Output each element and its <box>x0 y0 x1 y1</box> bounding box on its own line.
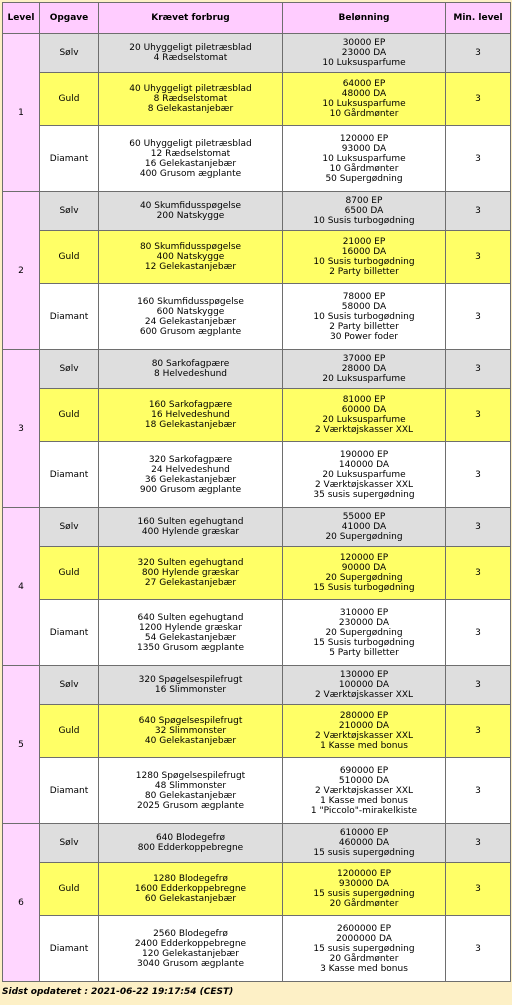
reward-line: 30000 EP <box>342 38 386 48</box>
task-cell: Diamant <box>40 916 99 982</box>
reward-line: 10 Susis turbogødning <box>313 216 415 226</box>
required-line: 1200 Hylende græskar <box>139 622 242 633</box>
table-row <box>3 34 511 73</box>
level-cell: 4 <box>3 508 40 666</box>
reward-cell <box>283 547 446 600</box>
header-min-level: Min. level <box>446 3 511 34</box>
reward-line: 3 Kasse med bonus <box>320 963 408 974</box>
required-line: 320 Sarkofagpære <box>148 454 233 465</box>
reward-line: 20 Luksusparfume <box>322 415 406 425</box>
reward-line: 20 Luksusparfume <box>322 469 406 480</box>
reward-line: 190000 EP <box>339 449 389 460</box>
reward-cell <box>283 73 446 126</box>
required-line: 640 Sulten egehugtand <box>137 612 244 623</box>
min-level-cell: 3 <box>446 508 511 547</box>
required-cell <box>99 442 283 508</box>
min-level-cell: 3 <box>446 824 511 863</box>
reward-line: 90000 DA <box>341 563 387 573</box>
reward-cell <box>283 758 446 824</box>
required-line: 400 Natskygge <box>156 252 225 262</box>
reward-line: 210000 DA <box>338 721 390 731</box>
required-line: 600 Natskygge <box>156 306 225 317</box>
event-table <box>2 2 511 982</box>
reward-line: 15 susis supergødning <box>313 943 415 954</box>
reward-cell <box>283 284 446 350</box>
task-cell: Sølv <box>40 34 99 73</box>
required-line: 8 Helvedeshund <box>153 369 228 379</box>
required-line: 54 Gelekastanjebær <box>144 632 237 643</box>
reward-line: 93000 DA <box>341 143 387 154</box>
reward-line: 16000 DA <box>341 247 387 257</box>
reward-line: 610000 EP <box>339 828 389 838</box>
reward-line: 1 Kasse med bonus <box>320 741 408 751</box>
reward-line: 140000 DA <box>338 459 390 470</box>
required-line: 160 Sulten egehugtand <box>137 517 244 527</box>
reward-line: 81000 EP <box>342 395 386 405</box>
required-line: 12 Gelekastanjebær <box>144 262 237 272</box>
required-cell <box>99 705 283 758</box>
required-line: 40 Skumfidusspøgelse <box>139 201 242 211</box>
required-line: 36 Gelekastanjebær <box>144 474 237 485</box>
required-line: 120 Gelekastanjebær <box>142 948 239 959</box>
reward-cell <box>283 350 446 389</box>
min-level-cell: 3 <box>446 350 511 389</box>
reward-line: 15 Susis turbogødning <box>313 637 415 648</box>
reward-line: 1200000 EP <box>336 869 392 879</box>
reward-line: 58000 DA <box>341 301 387 312</box>
reward-line: 10 Gårdmønter <box>329 109 399 119</box>
reward-cell <box>283 863 446 916</box>
reward-line: 100000 DA <box>338 680 390 690</box>
min-level-cell: 3 <box>446 916 511 982</box>
required-cell <box>99 389 283 442</box>
task-cell: Guld <box>40 389 99 442</box>
reward-cell <box>283 600 446 666</box>
task-cell: Guld <box>40 231 99 284</box>
task-cell: Sølv <box>40 192 99 231</box>
min-level-cell: 3 <box>446 705 511 758</box>
required-line: 80 Skumfidusspøgelse <box>139 242 242 252</box>
reward-line: 930000 DA <box>338 879 390 889</box>
table-row <box>3 705 511 758</box>
required-line: 1600 Edderkoppebregne <box>134 884 247 894</box>
table-row <box>3 916 511 982</box>
required-cell <box>99 350 283 389</box>
required-line: 16 Helvedeshund <box>151 410 230 420</box>
reward-line: 6500 DA <box>344 206 384 216</box>
required-line: 800 Hylende græskar <box>141 568 240 578</box>
required-line: 400 Grusom ægplante <box>139 168 242 179</box>
reward-line: 1 Kasse med bonus <box>320 795 408 806</box>
required-line: 40 Gelekastanjebær <box>144 736 237 746</box>
required-line: 400 Hylende græskar <box>141 527 240 537</box>
reward-line: 510000 DA <box>338 775 390 786</box>
reward-line: 460000 DA <box>338 838 390 848</box>
reward-line: 690000 EP <box>339 765 389 776</box>
table-row <box>3 231 511 284</box>
min-level-cell: 3 <box>446 231 511 284</box>
table-row <box>3 192 511 231</box>
level-cell: 6 <box>3 824 40 982</box>
required-line: 2400 Edderkoppebregne <box>134 938 247 949</box>
required-line: 160 Sarkofagpære <box>148 400 233 410</box>
header-row <box>3 3 511 34</box>
reward-line: 64000 EP <box>342 79 386 89</box>
required-line: 20 Uhyggeligt piletræsblad <box>129 43 252 53</box>
required-line: 4 Rædselstomat <box>153 53 228 63</box>
table-row <box>3 73 511 126</box>
reward-line: 30 Power foder <box>329 331 398 342</box>
required-cell <box>99 231 283 284</box>
table-body <box>3 34 511 982</box>
reward-line: 21000 EP <box>342 237 386 247</box>
required-line: 600 Grusom ægplante <box>139 326 242 337</box>
reward-line: 10 Luksusparfume <box>322 58 406 68</box>
reward-line: 20 Supergødning <box>325 573 403 583</box>
reward-line: 20 Supergødning <box>325 627 403 638</box>
min-level-cell: 3 <box>446 192 511 231</box>
reward-cell <box>283 824 446 863</box>
required-line: 8 Rædselstomat <box>153 94 228 104</box>
reward-line: 310000 EP <box>339 607 389 618</box>
required-line: 1280 Spøgelsespilefrugt <box>135 770 246 781</box>
required-cell <box>99 666 283 705</box>
required-cell <box>99 600 283 666</box>
table-row <box>3 863 511 916</box>
task-cell: Diamant <box>40 126 99 192</box>
reward-line: 20 Supergødning <box>325 532 403 542</box>
required-line: 900 Grusom ægplante <box>139 484 242 495</box>
task-cell: Sølv <box>40 824 99 863</box>
min-level-cell: 3 <box>446 34 511 73</box>
reward-line: 10 Luksusparfume <box>322 153 406 164</box>
required-cell <box>99 916 283 982</box>
required-line: 27 Gelekastanjebær <box>144 578 237 588</box>
reward-line: 2 Værktøjskasser XXL <box>314 690 414 700</box>
required-line: 640 Spøgelsespilefrugt <box>138 716 243 726</box>
reward-line: 2000000 DA <box>336 933 392 944</box>
task-cell: Sølv <box>40 350 99 389</box>
task-cell: Guld <box>40 705 99 758</box>
required-cell <box>99 758 283 824</box>
reward-line: 5 Party billetter <box>329 647 399 658</box>
min-level-cell: 3 <box>446 126 511 192</box>
min-level-cell: 3 <box>446 547 511 600</box>
required-line: 160 Skumfidusspøgelse <box>137 296 244 307</box>
reward-line: 20 Gårdmønter <box>329 953 399 964</box>
reward-line: 37000 EP <box>342 354 386 364</box>
required-line: 3040 Grusom ægplante <box>136 958 244 969</box>
required-line: 40 Uhyggeligt piletræsblad <box>129 84 252 94</box>
reward-line: 20 Gårdmønter <box>329 899 399 909</box>
reward-cell <box>283 389 446 442</box>
required-cell <box>99 508 283 547</box>
reward-line: 10 Susis turbogødning <box>313 311 415 322</box>
required-line: 320 Sulten egehugtand <box>137 558 244 568</box>
table-row <box>3 508 511 547</box>
required-line: 1280 Blodegefrø <box>153 874 228 884</box>
reward-line: 41000 DA <box>341 522 387 532</box>
min-level-cell: 3 <box>446 73 511 126</box>
min-level-cell: 3 <box>446 442 511 508</box>
min-level-cell: 3 <box>446 389 511 442</box>
reward-cell <box>283 508 446 547</box>
required-line: 24 Gelekastanjebær <box>144 316 237 327</box>
table-row <box>3 666 511 705</box>
reward-line: 8700 EP <box>345 196 383 206</box>
table-row <box>3 442 511 508</box>
header-required: Krævet forbrug <box>99 3 283 34</box>
required-cell <box>99 192 283 231</box>
required-line: 16 Slimmonster <box>154 685 227 695</box>
required-line: 8 Gelekastanjebær <box>147 104 234 114</box>
required-cell <box>99 73 283 126</box>
reward-cell <box>283 916 446 982</box>
reward-line: 48000 DA <box>341 89 387 99</box>
required-line: 80 Sarkofagpære <box>151 359 230 369</box>
required-line: 200 Natskygge <box>156 211 225 221</box>
reward-line: 230000 DA <box>338 617 390 628</box>
reward-line: 23000 DA <box>341 48 387 58</box>
reward-line: 2 Værktøjskasser XXL <box>314 425 414 435</box>
min-level-cell: 3 <box>446 863 511 916</box>
required-line: 24 Helvedeshund <box>151 464 230 475</box>
reward-line: 78000 EP <box>342 291 386 302</box>
reward-line: 15 susis supergødning <box>313 889 415 899</box>
reward-line: 35 susis supergødning <box>313 489 415 500</box>
reward-line: 2 Værktøjskasser XXL <box>314 785 414 796</box>
reward-line: 10 Luksusparfume <box>322 99 406 109</box>
required-cell <box>99 547 283 600</box>
table-row <box>3 284 511 350</box>
required-line: 18 Gelekastanjebær <box>144 420 237 430</box>
required-line: 320 Spøgelsespilefrugt <box>138 675 243 685</box>
reward-line: 2600000 EP <box>336 923 392 934</box>
reward-line: 15 susis supergødning <box>313 848 415 858</box>
reward-cell <box>283 705 446 758</box>
reward-line: 20 Luksusparfume <box>322 374 406 384</box>
level-cell: 3 <box>3 350 40 508</box>
table-row <box>3 389 511 442</box>
required-line: 640 Blodegefrø <box>155 833 226 843</box>
required-line: 800 Edderkoppebregne <box>137 843 244 853</box>
required-line: 12 Rædselstomat <box>150 148 231 159</box>
reward-line: 130000 EP <box>339 670 389 680</box>
table-row <box>3 126 511 192</box>
min-level-cell: 3 <box>446 758 511 824</box>
min-level-cell: 3 <box>446 600 511 666</box>
reward-line: 50 Supergødning <box>325 173 403 184</box>
required-line: 60 Uhyggeligt piletræsblad <box>129 138 252 149</box>
required-line: 60 Gelekastanjebær <box>144 894 237 904</box>
required-line: 32 Slimmonster <box>154 726 227 736</box>
reward-cell <box>283 666 446 705</box>
reward-cell <box>283 192 446 231</box>
task-cell: Diamant <box>40 442 99 508</box>
task-cell: Diamant <box>40 758 99 824</box>
reward-line: 10 Susis turbogødning <box>313 257 415 267</box>
required-line: 2025 Grusom ægplante <box>136 800 244 811</box>
table-row <box>3 824 511 863</box>
required-cell <box>99 863 283 916</box>
reward-line: 120000 EP <box>339 133 389 144</box>
required-cell <box>99 34 283 73</box>
task-cell: Sølv <box>40 508 99 547</box>
table-row <box>3 350 511 389</box>
reward-line: 2 Værktøjskasser XXL <box>314 479 414 490</box>
required-line: 48 Slimmonster <box>154 780 227 791</box>
task-cell: Guld <box>40 547 99 600</box>
reward-line: 2 Værktøjskasser XXL <box>314 731 414 741</box>
task-cell: Sølv <box>40 666 99 705</box>
reward-cell <box>283 34 446 73</box>
header-reward: Belønning <box>283 3 446 34</box>
reward-line: 28000 DA <box>341 364 387 374</box>
reward-line: 2 Party billetter <box>329 267 399 277</box>
required-line: 16 Gelekastanjebær <box>144 158 237 169</box>
required-line: 1350 Grusom ægplante <box>136 642 244 653</box>
reward-line: 15 Susis turbogødning <box>313 583 415 593</box>
reward-line: 120000 EP <box>339 553 389 563</box>
reward-cell <box>283 442 446 508</box>
min-level-cell: 3 <box>446 666 511 705</box>
task-cell: Guld <box>40 73 99 126</box>
task-cell: Guld <box>40 863 99 916</box>
reward-line: 55000 EP <box>342 512 386 522</box>
table-row <box>3 600 511 666</box>
last-updated: Sidst opdateret : 2021-06-22 19:17:54 (CEST) <box>2 987 234 997</box>
table-row <box>3 758 511 824</box>
table-row <box>3 547 511 600</box>
task-cell: Diamant <box>40 284 99 350</box>
reward-line: 280000 EP <box>339 711 389 721</box>
reward-cell <box>283 231 446 284</box>
header-task: Opgave <box>40 3 99 34</box>
required-cell <box>99 126 283 192</box>
reward-cell <box>283 126 446 192</box>
required-line: 2560 Blodegefrø <box>153 928 228 939</box>
required-cell <box>99 824 283 863</box>
reward-line: 60000 DA <box>341 405 387 415</box>
task-cell: Diamant <box>40 600 99 666</box>
required-cell <box>99 284 283 350</box>
required-line: 80 Gelekastanjebær <box>144 790 237 801</box>
reward-line: 2 Party billetter <box>329 321 399 332</box>
level-cell: 5 <box>3 666 40 824</box>
reward-line: 1 "Piccolo"-mirakelkiste <box>310 805 418 816</box>
header-level: Level <box>3 3 40 34</box>
reward-line: 10 Gårdmønter <box>329 163 399 174</box>
level-cell: 2 <box>3 192 40 350</box>
level-cell: 1 <box>3 34 40 192</box>
min-level-cell: 3 <box>446 284 511 350</box>
